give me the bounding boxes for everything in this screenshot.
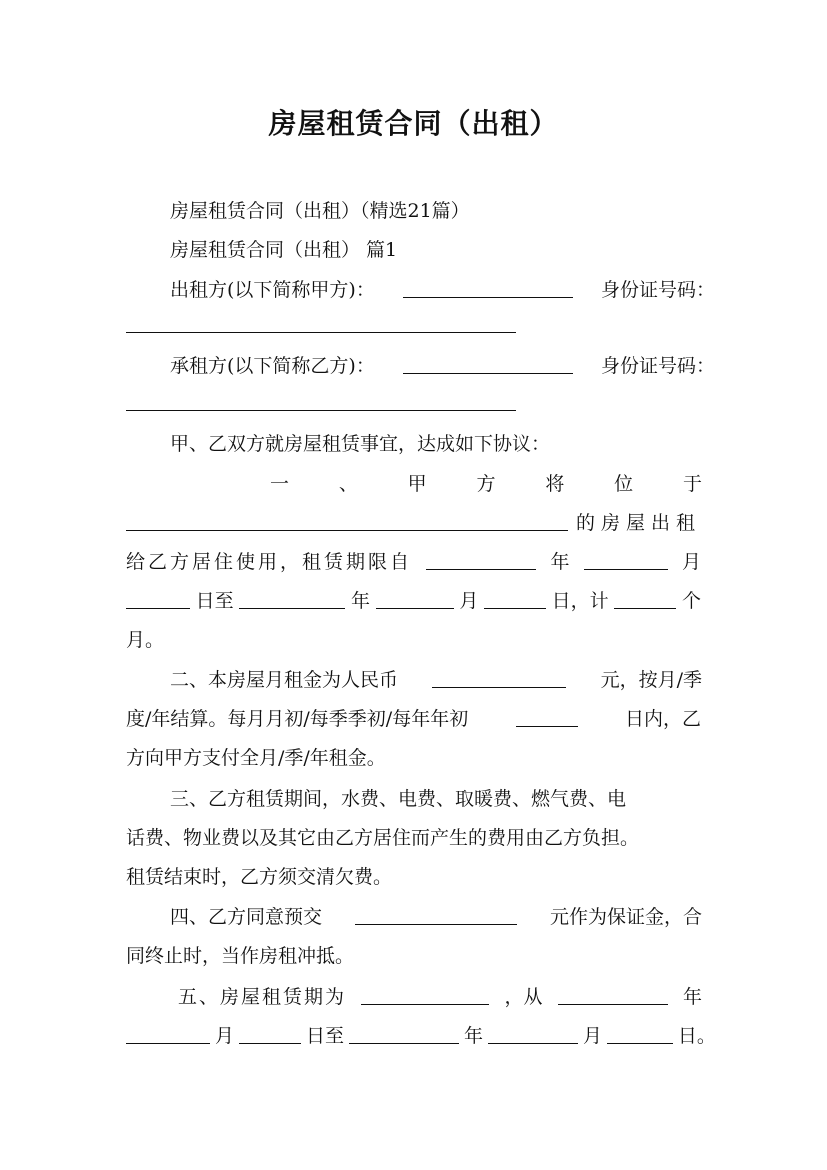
lessor-line bbox=[170, 277, 715, 303]
lease-end-year-blank[interactable] bbox=[349, 1023, 459, 1044]
lease-start-day-blank[interactable] bbox=[239, 1023, 301, 1044]
clause1-spaced-line bbox=[270, 471, 702, 497]
clause1-line4 bbox=[126, 588, 701, 614]
property-location-blank[interactable] bbox=[126, 510, 568, 531]
lessee-id-label: 身份证号码： bbox=[600, 355, 715, 377]
clause5-text-a: 五、房屋租赁期为 bbox=[178, 986, 347, 1008]
clause1-year2-label: 年 bbox=[350, 590, 370, 612]
section-heading: 房屋租赁合同（出租） 篇1 bbox=[170, 239, 398, 261]
clause3-line1: 三、乙方租赁期间，水费、电费、取暖费、燃气费、电 bbox=[170, 788, 627, 810]
total-months-blank[interactable] bbox=[614, 588, 676, 609]
clause5-text-b: ，从 bbox=[504, 986, 543, 1008]
clause1-unit-label: 个 bbox=[681, 590, 701, 612]
clause1-text-b: 给乙方居住使用，租赁期限自 bbox=[126, 551, 413, 573]
monthly-rent-blank[interactable] bbox=[432, 667, 566, 688]
clause3-line2: 话费、物业费以及其它由乙方居住而产生的费用由乙方负担。 bbox=[126, 827, 640, 849]
clause1-year-label: 年 bbox=[550, 551, 570, 573]
clause2-text-b: 元，按月/季 bbox=[600, 669, 702, 691]
clause1-line3 bbox=[126, 549, 701, 575]
clause4-line1 bbox=[170, 904, 702, 930]
clause5-line2 bbox=[126, 1023, 716, 1049]
lease-end-month-blank[interactable] bbox=[488, 1023, 578, 1044]
clause1-word: 将 bbox=[545, 473, 565, 495]
clause1-line2 bbox=[126, 510, 701, 536]
lessor-name-blank[interactable] bbox=[403, 277, 573, 298]
clause5-day-to-label: 日至 bbox=[305, 1025, 344, 1047]
lease-end-day-blank[interactable] bbox=[607, 1023, 673, 1044]
start-month-blank[interactable] bbox=[584, 549, 668, 570]
end-month-blank[interactable] bbox=[376, 588, 454, 609]
clause1-month2-label: 月 bbox=[459, 590, 479, 612]
clause1-word: 位 bbox=[614, 473, 634, 495]
clause1-line5: 月。 bbox=[126, 629, 165, 651]
clause1-day-to-label: 日至 bbox=[195, 590, 234, 612]
lessor-id-label: 身份证号码： bbox=[600, 279, 715, 301]
clause1-day-total-label: 日，计 bbox=[551, 590, 609, 612]
agreement-intro: 甲、乙双方就房屋租赁事宜，达成如下协议： bbox=[170, 433, 551, 455]
clause1-text-a: 的房屋出租 bbox=[575, 512, 701, 534]
start-year-blank[interactable] bbox=[426, 549, 536, 570]
clause5-month2-label: 月 bbox=[582, 1025, 602, 1047]
clause2-text-d: 日内，乙 bbox=[624, 708, 701, 730]
clause1-word: 方 bbox=[476, 473, 496, 495]
lessee-id-blank[interactable] bbox=[126, 410, 516, 411]
lease-start-year-blank[interactable] bbox=[558, 984, 668, 1005]
end-year-blank[interactable] bbox=[239, 588, 345, 609]
clause2-text-c: 度/年结算。每月月初/每季季初/每年年初 bbox=[126, 708, 469, 730]
subtitle: 房屋租赁合同（出租）（精选21篇） bbox=[170, 200, 470, 222]
clause2-text-a: 二、本房屋月租金为人民币 bbox=[170, 669, 399, 691]
lessor-id-blank[interactable] bbox=[126, 332, 516, 333]
clause5-year-label: 年 bbox=[682, 986, 702, 1008]
clause2-line1 bbox=[170, 667, 702, 693]
deposit-blank[interactable] bbox=[355, 904, 517, 925]
lease-start-month-blank[interactable] bbox=[126, 1023, 210, 1044]
clause5-month-label: 月 bbox=[214, 1025, 234, 1047]
lessee-line bbox=[170, 353, 715, 379]
lessee-label: 承租方(以下简称乙方)： bbox=[170, 355, 375, 377]
clause2-line2 bbox=[126, 706, 701, 732]
document-title: 房屋租赁合同（出租） bbox=[268, 107, 559, 140]
clause2-line3: 方向甲方支付全月/季/年租金。 bbox=[126, 747, 386, 769]
clause1-word: 于 bbox=[682, 473, 702, 495]
clause5-line1 bbox=[178, 984, 702, 1010]
clause1-word: 甲 bbox=[407, 473, 427, 495]
clause1-word: 、 bbox=[338, 473, 358, 495]
clause4-text-b: 元作为保证金，合 bbox=[549, 906, 702, 928]
clause4-line2: 同终止时，当作房租冲抵。 bbox=[126, 945, 355, 967]
lessee-name-blank[interactable] bbox=[403, 353, 573, 374]
clause5-day-end-label: 日。 bbox=[677, 1025, 716, 1047]
lessor-label: 出租方(以下简称甲方)： bbox=[170, 279, 375, 301]
end-day-blank[interactable] bbox=[484, 588, 546, 609]
payment-days-blank[interactable] bbox=[516, 706, 578, 727]
clause1-month-label: 月 bbox=[681, 551, 701, 573]
clause5-year2-label: 年 bbox=[463, 1025, 483, 1047]
clause3-line3: 租赁结束时，乙方须交清欠费。 bbox=[126, 866, 393, 888]
clause4-text-a: 四、乙方同意预交 bbox=[170, 906, 323, 928]
lease-period-blank[interactable] bbox=[361, 984, 489, 1005]
start-day-blank[interactable] bbox=[126, 588, 190, 609]
clause1-word: 一 bbox=[270, 473, 290, 495]
